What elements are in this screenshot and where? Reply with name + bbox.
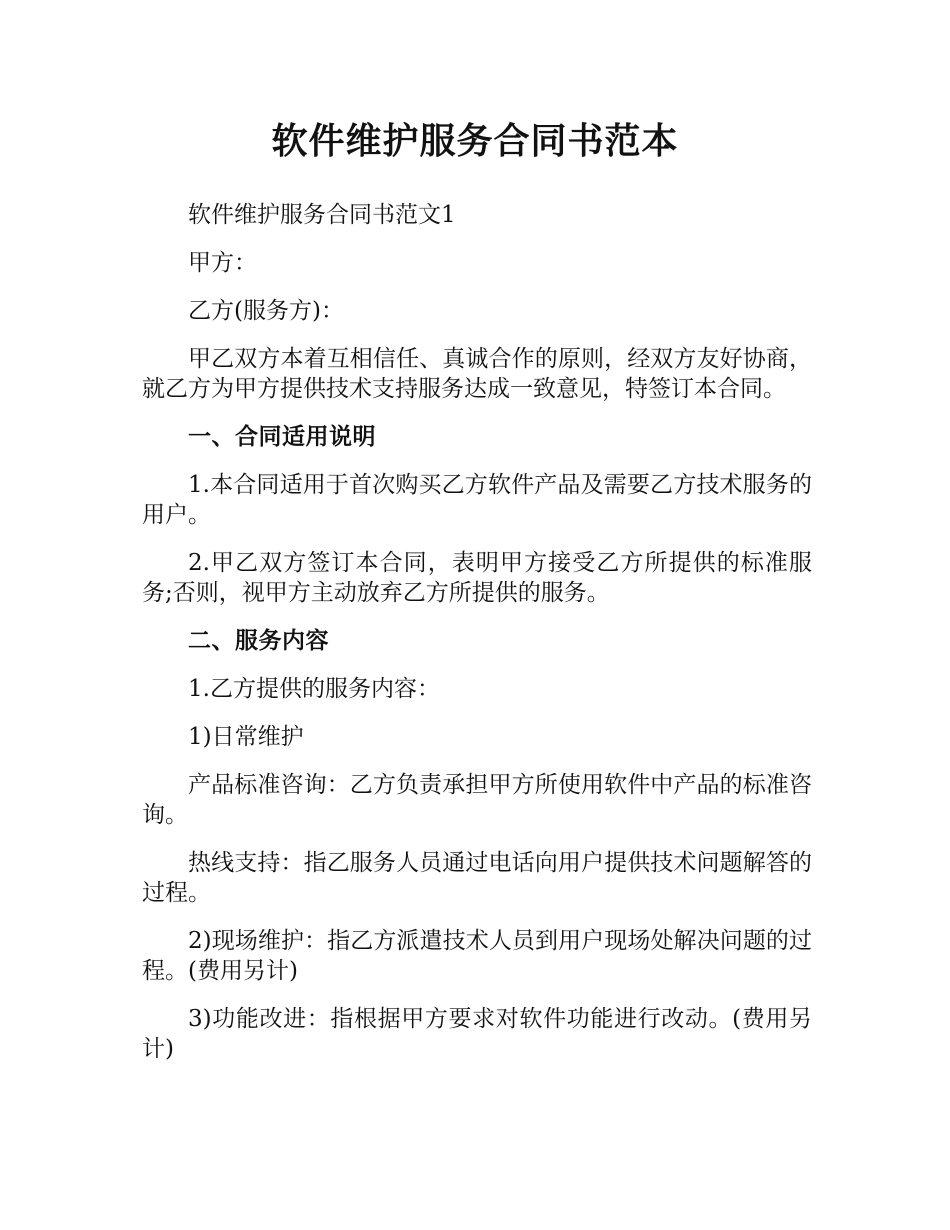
section-2-item-1: 1.乙方提供的服务内容：	[188, 676, 440, 702]
section-1-item-1: 1.本合同适用于首次购买乙方软件产品及需要乙方技术服务的用户。	[142, 472, 812, 528]
document-title: 软件维护服务合同书范本	[271, 121, 679, 162]
section-1-item-2: 2.甲乙双方签订本合同，表明甲方接受乙方所提供的标准服务;否则，视甲方主动放弃乙方所提供的服务。	[142, 550, 812, 606]
section-heading-2: 二、服务内容	[188, 628, 329, 654]
section-heading-1: 一、合同适用说明	[188, 424, 376, 450]
feature-improvement-paragraph: 3)功能改进：指根据甲方要求对软件功能进行改动。(费用另计)	[142, 1006, 812, 1062]
party-b-line: 乙方(服务方)：	[188, 298, 344, 324]
onsite-maintenance-paragraph: 2)现场维护：指乙方派遣技术人员到用户现场处解决问题的过程。(费用另计)	[142, 928, 812, 984]
section-2-subitem-1: 1)日常维护	[188, 724, 304, 750]
intro-paragraph: 甲乙双方本着互相信任、真诚合作的原则，经双方友好协商，就乙方为甲方提供技术支持服务达成一致意见，特签订本合同。	[142, 346, 812, 402]
subtitle-paragraph: 软件维护服务合同书范文1	[188, 202, 456, 228]
party-a-line: 甲方：	[188, 250, 257, 276]
document-body	[142, 200, 812, 1082]
standard-consulting-paragraph: 产品标准咨询：乙方负责承担甲方所使用软件中产品的标准咨询。	[142, 772, 812, 828]
hotline-support-paragraph: 热线支持：指乙服务人员通过电话向用户提供技术问题解答的过程。	[142, 850, 812, 906]
